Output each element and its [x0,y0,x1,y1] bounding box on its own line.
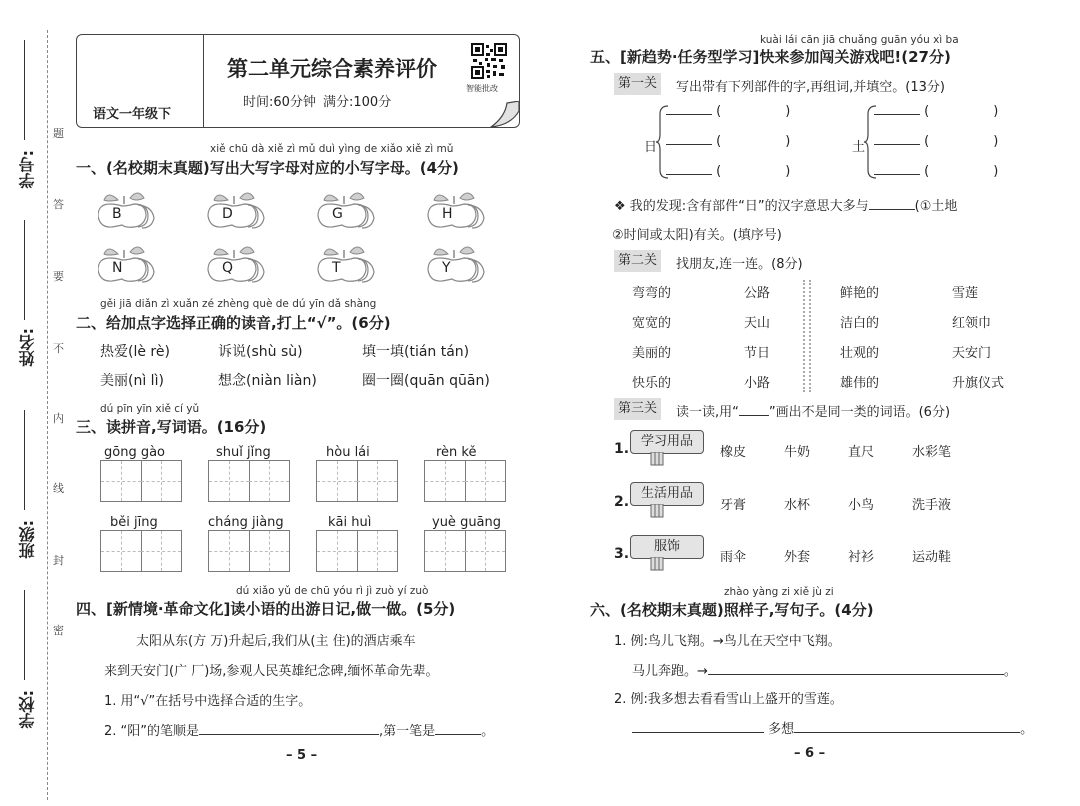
match-item[interactable]: 天山 [744,316,771,331]
qr-code-icon[interactable] [471,43,507,79]
writing-grid[interactable] [208,460,290,502]
blank-row[interactable]: ( ) [666,104,790,119]
stage-2-badge: 第二关 [614,250,661,272]
s4-paragraph-1: 太阳从东(方 万)升起后,我们从(主 住)的酒店乘车 [136,634,416,649]
category-word[interactable]: 牙膏 [720,498,747,513]
match-item[interactable]: 公路 [744,286,771,301]
sentence-blank-2a[interactable] [632,732,764,733]
school-blank[interactable] [24,590,25,680]
s6-title: 六、(名校期末真题)照样子,写句子。(4分) [590,601,874,619]
grade-label: 语文一年级下 [93,107,172,122]
blank-row[interactable]: ( ) [666,164,790,179]
stage-1-badge: 第一关 [614,73,661,95]
match-item[interactable]: 雪莲 [952,286,979,301]
underline-sample [739,415,769,416]
header-box [76,34,520,128]
radical-ri: 日 [644,140,658,155]
s2-item[interactable]: 圈一圈(quān qūān) [362,373,490,389]
s6-pinyin: zhào yàng zi xiě jù zi [724,586,834,598]
category-tag: 服饰 [630,535,704,559]
time-label: 时间:60分钟 [243,95,316,110]
s5-pinyin: kuài lái cān jiā chuǎng guān yóu xì ba [760,34,959,46]
category-word[interactable]: 外套 [784,550,811,565]
radical-tu: 土 [852,140,866,155]
s2-item[interactable]: 想念(niàn liàn) [218,373,317,389]
writing-grid[interactable] [316,530,398,572]
first-stroke-blank[interactable] [435,734,481,735]
category-word[interactable]: 洗手液 [912,498,952,513]
letter-b: B [112,206,122,222]
page-number-right: – 6 – [794,746,826,761]
s2-item[interactable]: 热爱(lè rè) [100,344,170,360]
margin-char: 内 [53,412,64,425]
writing-grid[interactable] [424,530,506,572]
discovery-line-1: ❖ 我的发现:含有部件“日”的汉字意思大多与 (①土地 [614,199,958,214]
discovery-blank[interactable] [869,209,915,210]
match-item[interactable]: 快乐的 [632,376,672,391]
word-pinyin: hòu lái [326,445,370,460]
sign-post-icon [650,504,664,518]
s3-pinyin: dú pīn yīn xiě cí yǔ [100,403,200,415]
qr-label: 智能批改 [466,84,498,93]
letter-q: Q [222,260,234,276]
id-blank[interactable] [24,40,25,140]
letter-y: Y [442,260,451,276]
margin-char: 题 [53,127,64,140]
category-word[interactable]: 水杯 [784,498,811,513]
s2-item[interactable]: 填一填(tián tán) [362,344,470,360]
sentence-blank-2b[interactable] [794,732,1020,733]
sign-post-icon [650,452,664,466]
category-word[interactable]: 牛奶 [784,445,811,460]
discovery-line-2: ②时间或太阳)有关。(填序号) [612,228,782,243]
school-label: 学校: [18,690,37,729]
match-item[interactable]: 节日 [744,346,771,361]
stroke-order-blank[interactable] [199,734,379,735]
blank-row[interactable]: ( ) [874,134,998,149]
writing-grid[interactable] [424,460,506,502]
writing-grid[interactable] [100,530,182,572]
category-word[interactable]: 橡皮 [720,445,747,460]
s1-title: 一、(名校期末真题)写出大写字母对应的小写字母。(4分) [76,159,459,177]
category-word[interactable]: 小鸟 [848,498,875,513]
stage-1-instruction: 写出带有下列部件的字,再组词,并填空。(13分) [676,80,945,95]
word-pinyin: yuè guāng [432,515,502,530]
word-pinyin: cháng jiàng [208,515,284,530]
group-number: 3. [614,546,630,562]
s6-task-2: 多想 。 [632,718,1033,737]
match-item[interactable]: 弯弯的 [632,286,672,301]
name-label: 姓名: [18,328,37,367]
match-item[interactable]: 宽宽的 [632,316,672,331]
word-pinyin: rèn kě [436,445,477,460]
category-word[interactable]: 雨伞 [720,550,747,565]
letter-n: N [112,260,123,276]
match-item[interactable]: 红领巾 [952,316,992,331]
s2-item[interactable]: 美丽(nì lì) [100,373,164,389]
sentence-blank-1[interactable] [708,674,1004,675]
id-label: 学号: [18,150,37,189]
category-tag: 生活用品 [630,482,704,506]
group-number: 1. [614,441,630,457]
match-item[interactable]: 小路 [744,376,771,391]
s4-question-2: 2. “阳”的笔顺是 ,第一笔是 。 [104,724,495,739]
word-pinyin: shuǐ jǐng [216,445,271,460]
s4-paragraph-2: 来到天安门(广 厂)场,参观人民英雄纪念碑,缅怀革命先辈。 [104,664,439,679]
s6-example-2: 2. 例:我多想去看看雪山上盛开的雪莲。 [614,692,843,707]
word-pinyin: gōng gào [104,445,166,460]
score-label: 满分:100分 [323,95,392,110]
s4-title: 四、[新情境·革命文化]读小语的出游日记,做一做。(5分) [76,600,456,618]
margin-char: 要 [53,270,64,283]
class-blank[interactable] [24,410,25,510]
word-pinyin: běi jīng [110,515,158,530]
group-number: 2. [614,494,630,510]
s2-pinyin: gěi jiā diǎn zì xuǎn zé zhèng què de dú yīn dǎ shàng [100,298,377,310]
divider-chain [803,280,811,392]
name-blank[interactable] [24,220,25,320]
margin-char: 不 [53,342,64,355]
class-label: 班级: [18,520,37,559]
category-word[interactable]: 水彩笔 [912,445,952,460]
margin-char: 封 [53,554,64,567]
s2-item[interactable]: 诉说(shù sù) [218,344,303,360]
blank-row[interactable]: ( ) [874,104,998,119]
category-word[interactable]: 直尺 [848,445,875,460]
word-pinyin: kāi huì [328,515,372,530]
match-item[interactable]: 升旗仪式 [952,376,1005,391]
binding-dashed-line [47,30,48,800]
match-item[interactable]: 鲜艳的 [840,286,880,301]
writing-grid[interactable] [100,460,182,502]
letter-h: H [442,206,453,222]
s4-pinyin: dú xiǎo yǔ de chū yóu rì jì zuò yí zuò [236,585,429,597]
match-item[interactable]: 天安门 [952,346,992,361]
s6-task-1: 马儿奔跑。→ 。 [632,664,1017,679]
category-word[interactable]: 衬衫 [848,550,875,565]
match-item[interactable]: 雄伟的 [840,376,880,391]
page-number-left: – 5 – [286,748,318,763]
stage-2-instruction: 找朋友,连一连。(8分) [676,257,803,272]
s6-example-1: 1. 例:鸟儿飞翔。→鸟儿在天空中飞翔。 [614,634,841,649]
margin-char: 密 [53,624,64,637]
writing-grid[interactable] [316,460,398,502]
writing-grid[interactable] [208,530,290,572]
category-tag: 学习用品 [630,430,704,454]
blank-row[interactable]: ( ) [874,164,998,179]
stage-3-instruction: 读一读,用“ ”画出不是同一类的词语。(6分) [676,405,951,420]
s4-question-1: 1. 用“√”在括号中选择合适的生字。 [104,694,312,709]
page-curl-icon [489,101,521,129]
match-item[interactable]: 壮观的 [840,346,880,361]
s2-title: 二、给加点字选择正确的读音,打上“√”。(6分) [76,314,391,332]
match-item[interactable]: 美丽的 [632,346,672,361]
match-item[interactable]: 洁白的 [840,316,880,331]
letter-d: D [222,206,233,222]
sign-post-icon [650,557,664,571]
margin-char: 线 [53,482,64,495]
s3-title: 三、读拼音,写词语。(16分) [76,418,267,436]
s1-pinyin: xiě chū dà xiě zì mǔ duì yìng de xiǎo xiě zì mǔ [210,143,454,155]
apple-row [98,190,518,286]
s5-title: 五、[新趋势·任务型学习]快来参加闯关游戏吧!(27分) [590,48,951,66]
letter-g: G [332,206,343,222]
margin-char: 答 [53,198,64,211]
category-word[interactable]: 运动鞋 [912,550,952,565]
stage-3-badge: 第三关 [614,398,661,420]
letter-t: T [332,260,341,276]
blank-row[interactable]: ( ) [666,134,790,149]
page-title: 第二单元综合素养评价 [227,56,437,81]
